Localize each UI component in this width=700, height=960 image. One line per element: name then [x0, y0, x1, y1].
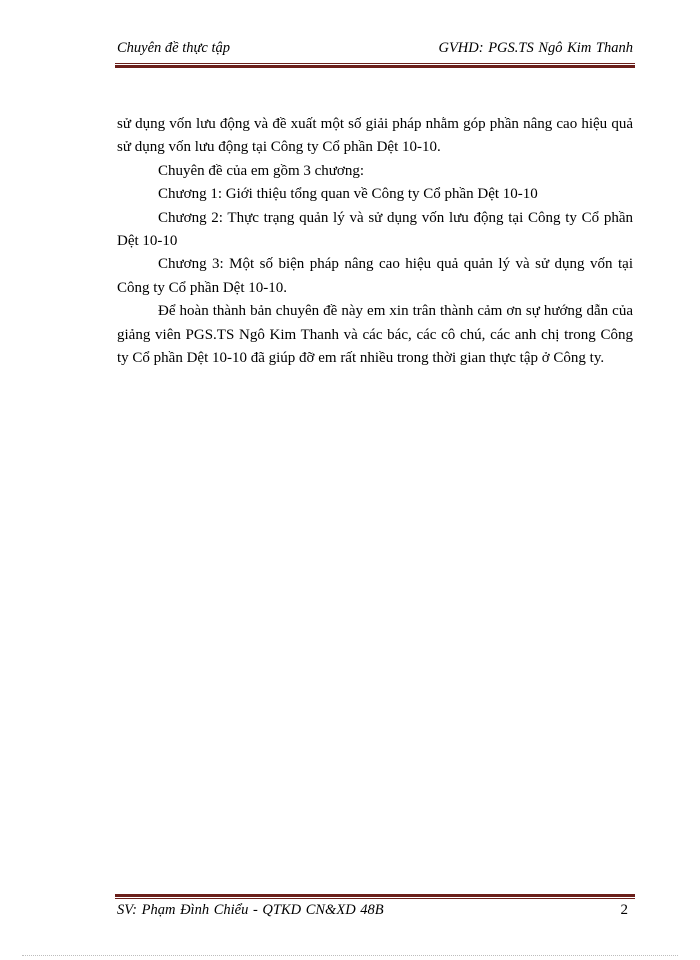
body-content: [117, 113, 633, 370]
page-edge: [22, 955, 678, 956]
header-title: Chuyên đề thực tập: [117, 40, 231, 56]
page-number: 2: [620, 902, 628, 918]
page-header: [117, 40, 633, 60]
paragraph-5: Chương 3: Một số biện pháp nâng cao hiệu quả quản lý và sử dụng vốn tại Công ty Cổ phần Dệt 10-10.: [117, 256, 633, 296]
header-rule-top: [115, 63, 635, 64]
footer-rule-top: [115, 894, 635, 897]
footer-student: SV: Phạm Đình Chiểu - QTKD CN&XD 48B: [117, 902, 384, 918]
paragraph-4: Chương 2: Thực trạng quản lý và sử dụng vốn lưu động tại Công ty Cổ phần Dệt 10-10: [117, 209, 633, 250]
header-rule-bottom: [115, 65, 635, 68]
paragraph-2: Chuyên đề của em gồm 3 chương:: [158, 162, 365, 179]
paragraph-3: Chương 1: Giới thiệu tổng quan về Công ty Cổ phần Dệt 10-10: [158, 186, 538, 203]
page-footer: [117, 902, 633, 922]
footer-rule-bottom: [115, 898, 635, 899]
header-advisor: GVHD: PGS.TS Ngô Kim Thanh: [438, 40, 633, 56]
paragraph-1: sử dụng vốn lưu động và đề xuất một số giải pháp nhằm góp phần nâng cao hiệu quả sử dụng vốn lưu động tại Công ty Cổ phần Dệt 10-10.: [117, 116, 633, 156]
paragraph-6: Để hoàn thành bản chuyên đề này em xin trân thành cảm ơn sự hướng dẫn của giảng viên PGS.TS Ngô Kim Thanh và các bác, các cô chú, các anh chị trong Công ty Cổ phần Dệt 10-10 đã giúp đỡ em rất nhiều trong thời gian thực tập ở Công ty.: [117, 303, 633, 367]
